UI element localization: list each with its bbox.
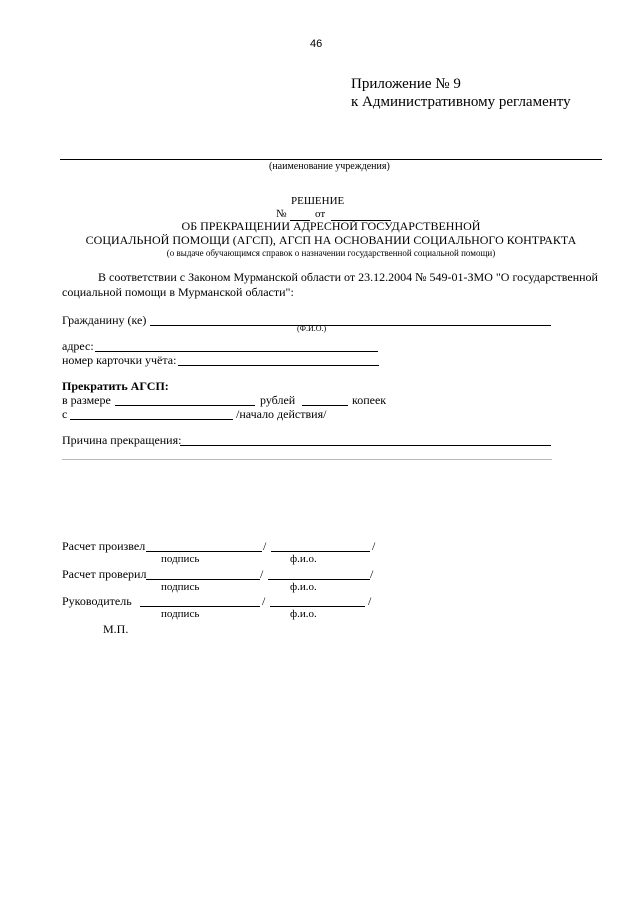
card-label: номер карточки учёта: [62, 353, 177, 367]
kopecks-label: копеек [352, 393, 387, 407]
name-line-checked [268, 579, 370, 580]
name-line-computed [271, 551, 370, 552]
slash: / [372, 539, 376, 553]
reason-line-2 [62, 459, 552, 460]
decision-title-line1: ОБ ПРЕКРАЩЕНИИ АДРЕСНОЙ ГОСУДАРСТВЕННОЙ [181, 219, 481, 233]
decision-title-line2: СОЦИАЛЬНОЙ ПОМОЩИ (АГСП), АГСП НА ОСНОВАНИИ СОЦИАЛЬНОГО КОНТРАКТА [85, 233, 577, 247]
amount-label: в размере [62, 393, 111, 407]
rubles-label: рублей [260, 393, 296, 407]
decision-heading: РЕШЕНИЕ [291, 195, 345, 207]
signature-label-checked: Расчет проверил [62, 567, 147, 581]
citizen-line [150, 325, 551, 326]
name-caption: ф.и.о. [290, 553, 317, 565]
start-from-label: с [62, 407, 68, 421]
slash: / [260, 567, 264, 581]
address-line [95, 351, 378, 352]
signature-caption: подпись [161, 581, 200, 593]
reason-line [180, 445, 551, 446]
decision-subtitle: (о выдаче обучающимся справок о назначении государственной социальной помощи) [166, 248, 496, 258]
slash: / [368, 594, 372, 608]
signature-label-head: Руководитель [62, 594, 132, 608]
decision-number-label: № [276, 208, 287, 220]
kopecks-line [302, 405, 348, 406]
decision-date-label: от [315, 208, 326, 220]
citizen-caption: (Ф.И.О.) [297, 324, 327, 333]
name-caption: ф.и.о. [290, 581, 317, 593]
signature-line-computed [146, 551, 262, 552]
appendix-title: Приложение № 9 [351, 76, 461, 92]
start-date-line [70, 419, 233, 420]
address-label: адрес: [62, 339, 94, 353]
stop-heading: Прекратить АГСП: [62, 379, 169, 393]
signature-line-checked [146, 579, 260, 580]
name-line-head [270, 606, 365, 607]
slash: / [262, 594, 266, 608]
citizen-label: Гражданину (ке) [62, 313, 147, 327]
slash: / [370, 567, 374, 581]
card-line [178, 365, 379, 366]
signature-line-head [140, 606, 260, 607]
reason-label: Причина прекращения: [62, 433, 182, 447]
signature-caption: подпись [161, 608, 200, 620]
start-label: /начало действия/ [236, 407, 327, 421]
signature-caption: подпись [161, 553, 200, 565]
institution-line [60, 159, 602, 160]
institution-caption: (наименование учреждения) [269, 161, 390, 172]
intro-line1: В соответствии с Законом Мурманской области от 23.12.2004 № 549-01-ЗМО "О государственной [98, 270, 598, 284]
appendix-subtitle: к Административному регламенту [351, 94, 571, 110]
name-caption: ф.и.о. [290, 608, 317, 620]
page-number: 46 [310, 38, 323, 50]
slash: / [263, 539, 267, 553]
intro-line2: социальной помощи в Мурманской области": [62, 285, 294, 299]
amount-line [115, 405, 255, 406]
signature-label-computed: Расчет произвел [62, 539, 146, 553]
seal-mark: М.П. [103, 622, 129, 636]
